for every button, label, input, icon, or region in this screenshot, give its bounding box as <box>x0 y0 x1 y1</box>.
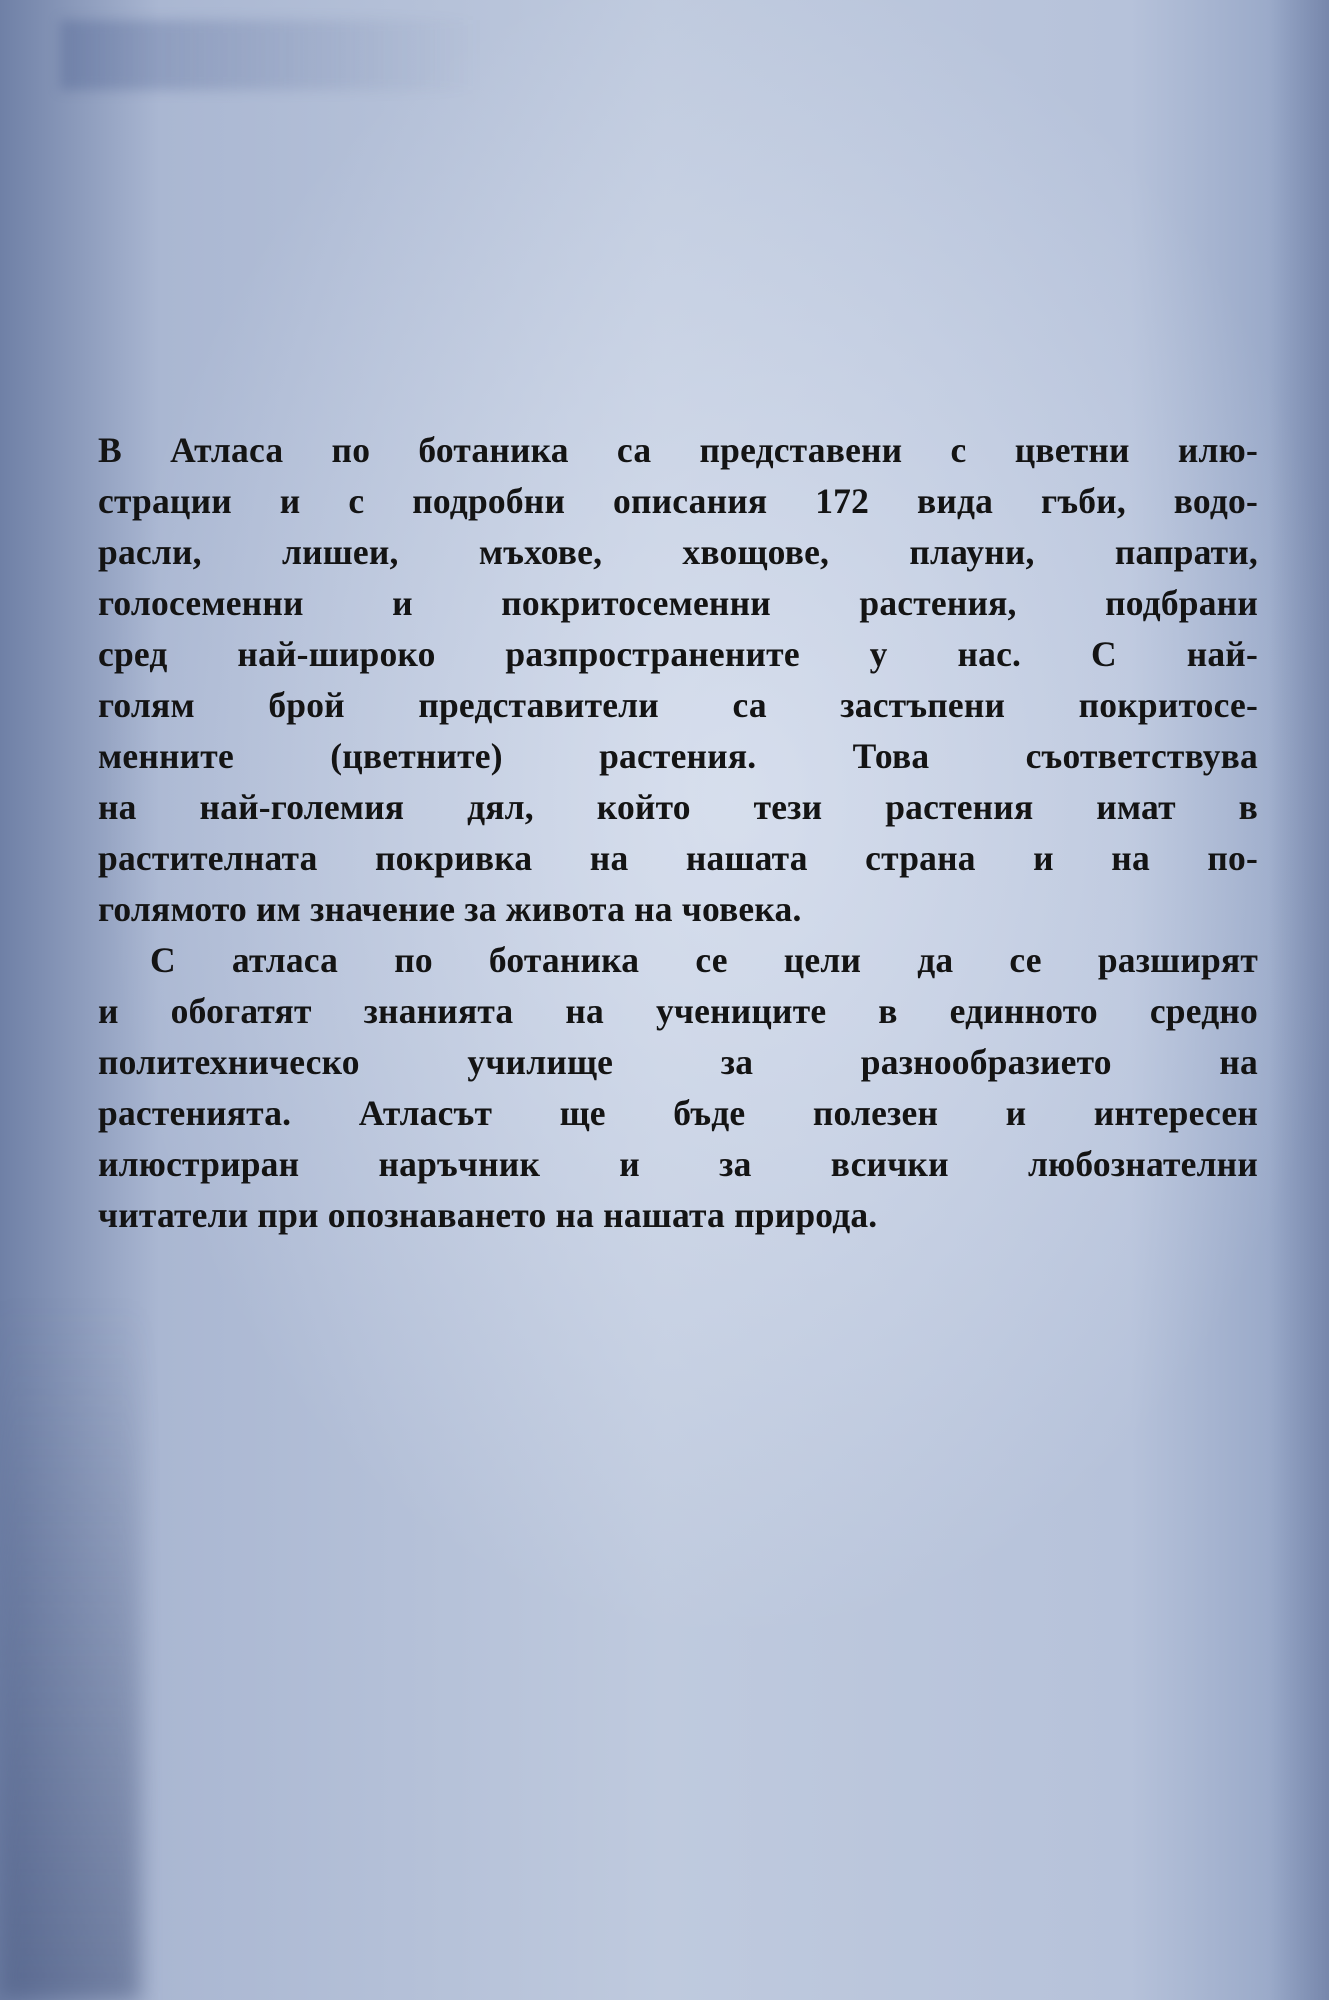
text-line: менните (цветните) растения. Това съответствува <box>98 736 1258 776</box>
text-line: сред най-широко разпространените у нас. С най- <box>98 634 1258 674</box>
text-line: растенията. Атласът ще бъде полезен и интересен <box>98 1093 1258 1133</box>
text-line: политехническо училище за разнообразието на <box>98 1042 1258 1082</box>
paragraph-1 <box>98 425 1258 935</box>
text-line: растителната покривка на нашата страна и на по- <box>98 838 1258 878</box>
text-line: и обогатят знанията на учениците в единното средно <box>98 991 1258 1031</box>
text-line: илюстриран наръчник и за всички любознателни <box>98 1144 1258 1184</box>
text-line: голосеменни и покритосеменни растения, подбрани <box>98 583 1258 623</box>
paragraph-2 <box>98 935 1258 1241</box>
text-line: голям брой представители са застъпени покритосе- <box>98 685 1258 725</box>
text-line: голямото им значение за живота на човека. <box>98 889 802 929</box>
corner-shadow <box>0 1300 140 2000</box>
text-line: читатели при опознаването на нашата природа. <box>98 1195 878 1235</box>
text-line: С атласа по ботаника се цели да се разширят <box>150 940 1258 980</box>
body-text <box>98 425 1258 1241</box>
page-edge-shadow <box>1269 0 1329 2000</box>
text-line: на най-големия дял, който тези растения имат в <box>98 787 1258 827</box>
faded-print-shadow <box>60 20 480 90</box>
text-line: расли, лишеи, мъхове, хвощове, плауни, папрати, <box>98 532 1258 572</box>
text-line: страции и с подробни описания 172 вида гъби, водо- <box>98 481 1258 521</box>
text-line: В Атласа по ботаника са представени с цветни илю- <box>98 430 1258 470</box>
